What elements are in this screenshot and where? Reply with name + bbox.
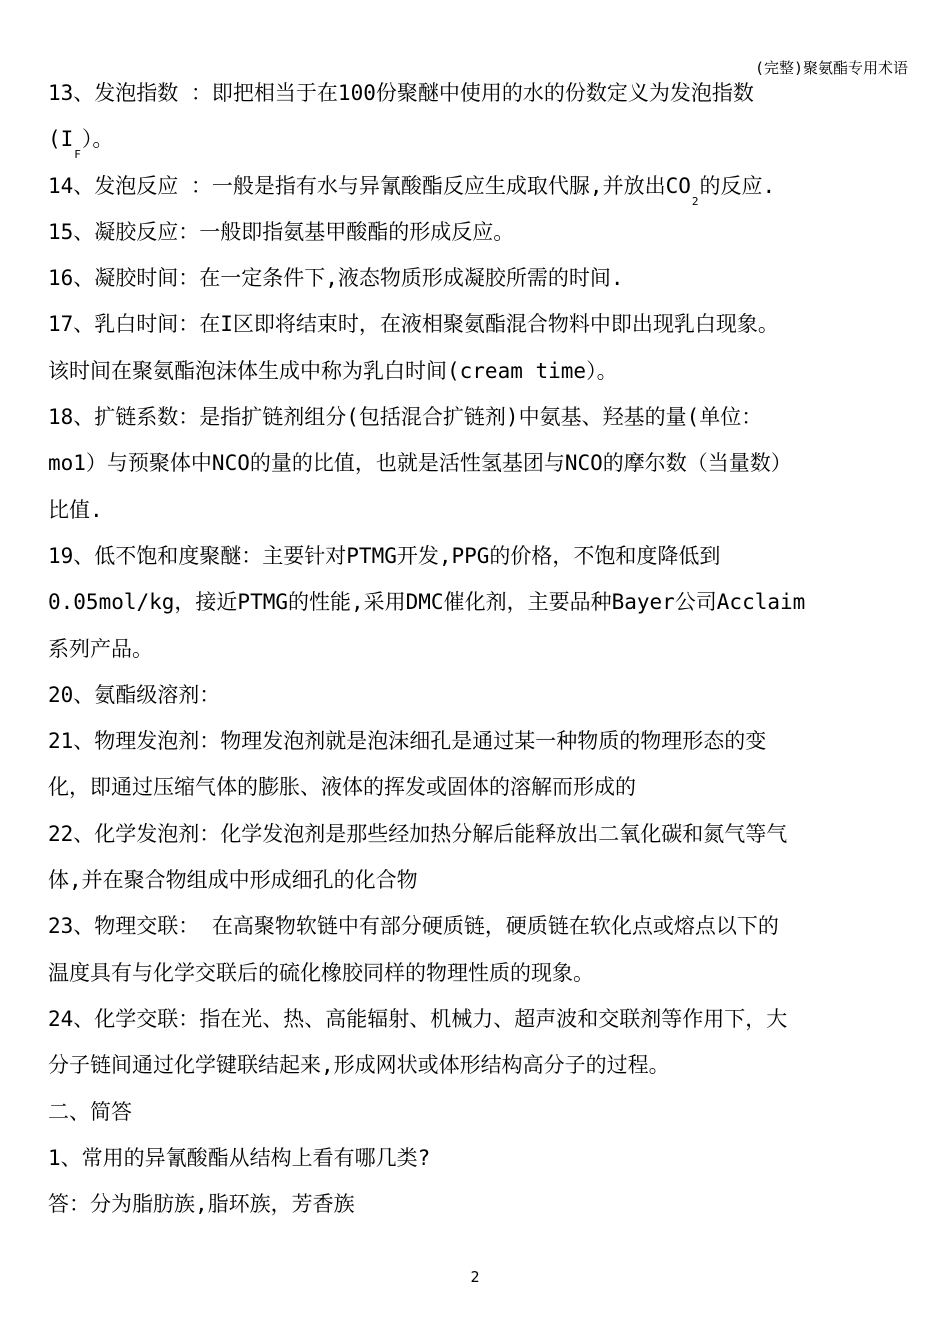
question-line: 1、常用的异氰酸酯从结构上看有哪几类? [48,1145,431,1170]
text-line: 18、扩链系数：是指扩链剂组分(包括混合扩链剂)中氨基、羟基的量(单位： [48,405,763,430]
answer-line: 答：分为脂肪族,脂环族，芳香族 [48,1192,355,1217]
text-line: 22、化学发泡剂：化学发泡剂是那些经加热分解后能释放出二氧化碳和氮气等气 [48,821,788,846]
text-line: 14、发泡反应 ：一般是指有水与异氰酸酯反应生成取代脲,并放出$CO_2$的反应. [48,173,776,208]
text-line: 温度具有与化学交联后的硫化橡胶同样的物理性质的现象。 [48,960,594,985]
text-line: 体,并在聚合物组成中形成细孔的化合物 [48,868,418,893]
text-line: 17、乳白时间：在I区即将结束时，在液相聚氨酯混合物料中即出现乳白现象。 [48,312,779,337]
document-header-title: (完整)聚氨酯专用术语 [754,59,908,77]
text-line: 15、凝胶反应：一般即指氨基甲酸酯的形成反应。 [48,219,515,244]
subscript: F [74,148,81,162]
text-line: 0.05mol/kg，接近PTMG的性能,采用DMC催化剂，主要品种Bayer公司Acclaim [48,590,806,615]
text-line: 19、低不饱和度聚醚：主要针对PTMG开发,PPG的价格，不饱和度降低到 [48,543,721,568]
text-line: 系列产品。 [48,636,153,661]
text-line: $(I_F)$。 [48,127,114,162]
text-line: 23、物理交联： 在高聚物软链中有部分硬质链，硬质链在软化点或熔点以下的 [48,914,779,939]
text-line: 24、化学交联：指在光、热、高能辐射、机械力、超声波和交联剂等作用下，大 [48,1006,788,1031]
text-line: 化，即通过压缩气体的膨胀、液体的挥发或固体的溶解而形成的 [48,775,636,800]
text-line: 21、物理发泡剂：物理发泡剂就是泡沫细孔是通过某一种物质的物理形态的变 [48,729,767,754]
text-line: 比值. [48,497,103,522]
text-line: mo1）与预聚体中NCO的量的比值，也就是活性氢基团与NCO的摩尔数（当量数） [48,451,792,476]
section-heading: 二、简答 [48,1099,132,1124]
text-line: 20、氨酯级溶剂： [48,682,221,707]
text-line: 16、凝胶时间：在一定条件下,液态物质形成凝胶所需的时间. [48,266,624,291]
subscript: 2 [691,194,699,208]
document-body [48,70,908,1227]
text-line: 分子链间通过化学键联结起来,形成网状或体形结构高分子的过程。 [48,1053,670,1078]
text-line: 13、发泡指数 ：即把相当于在100份聚醚中使用的水的份数定义为发泡指数 [48,81,754,105]
page-number: 2 [470,1268,480,1286]
text-line: 该时间在聚氨酯泡沫体生成中称为乳白时间(cream time）。 [48,358,618,383]
